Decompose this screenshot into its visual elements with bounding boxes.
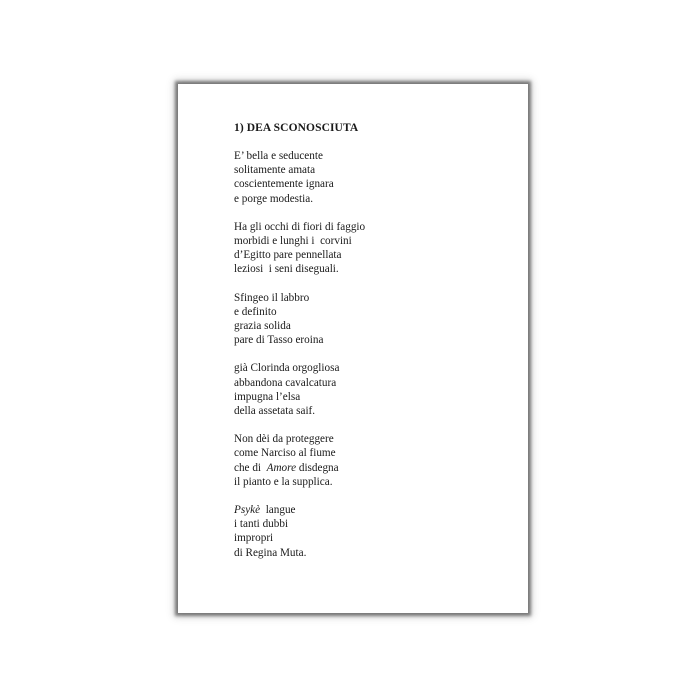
verse-line: e definito xyxy=(234,305,277,318)
stanza-4 xyxy=(234,361,514,418)
verse-line: pare di Tasso eroina xyxy=(234,334,324,347)
verse-line: come Narciso al fiume xyxy=(234,447,336,460)
verse-line: Ha gli occhi di fiori di faggio xyxy=(234,220,366,233)
verse-line: abbandona cavalcatura xyxy=(234,376,337,389)
verse-line: i tanti dubbi xyxy=(234,518,289,531)
verse-line: della assetata saif. xyxy=(234,405,316,418)
italic-word: Amore xyxy=(266,461,297,474)
stanza-6 xyxy=(234,503,514,560)
verse-line: coscientemente ignara xyxy=(234,178,334,191)
verse-line: Sfingeo il labbro xyxy=(234,291,310,304)
verse-line-with-italic xyxy=(234,503,514,517)
verse-line: solitamente amata xyxy=(234,164,316,177)
verse-line: grazia solida xyxy=(234,320,291,333)
verse-text: che di xyxy=(234,461,267,474)
verse-line: morbidi e lunghi i corvini xyxy=(234,235,352,248)
verse-line: d’Egitto pare pennellata xyxy=(234,249,342,262)
verse-line: impropri xyxy=(234,532,274,545)
document-page xyxy=(178,84,528,613)
italic-word: Psykè xyxy=(234,504,261,517)
stanza-1 xyxy=(234,149,514,206)
verse-text: langue xyxy=(260,504,296,517)
verse-line: di Regina Muta. xyxy=(234,546,307,559)
stanza-5 xyxy=(234,432,514,489)
poem-title: 1) DEA SCONOSCIUTA xyxy=(234,122,359,134)
verse-line-with-italic xyxy=(234,461,514,475)
verse-line: leziosi i seni diseguali. xyxy=(234,263,339,276)
stanza-2 xyxy=(234,220,514,277)
verse-line: il pianto e la supplica. xyxy=(234,475,333,488)
verse-line: Non dèi da proteggere xyxy=(234,433,334,446)
verse-line: già Clorinda orgogliosa xyxy=(234,362,340,375)
verse-text: disdegna xyxy=(296,461,339,474)
stanza-3 xyxy=(234,291,514,348)
verse-line: impugna l’elsa xyxy=(234,390,301,403)
poem-body xyxy=(234,121,514,574)
verse-line: E’ bella e seducente xyxy=(234,150,323,162)
verse-line: e porge modestia. xyxy=(234,192,314,205)
